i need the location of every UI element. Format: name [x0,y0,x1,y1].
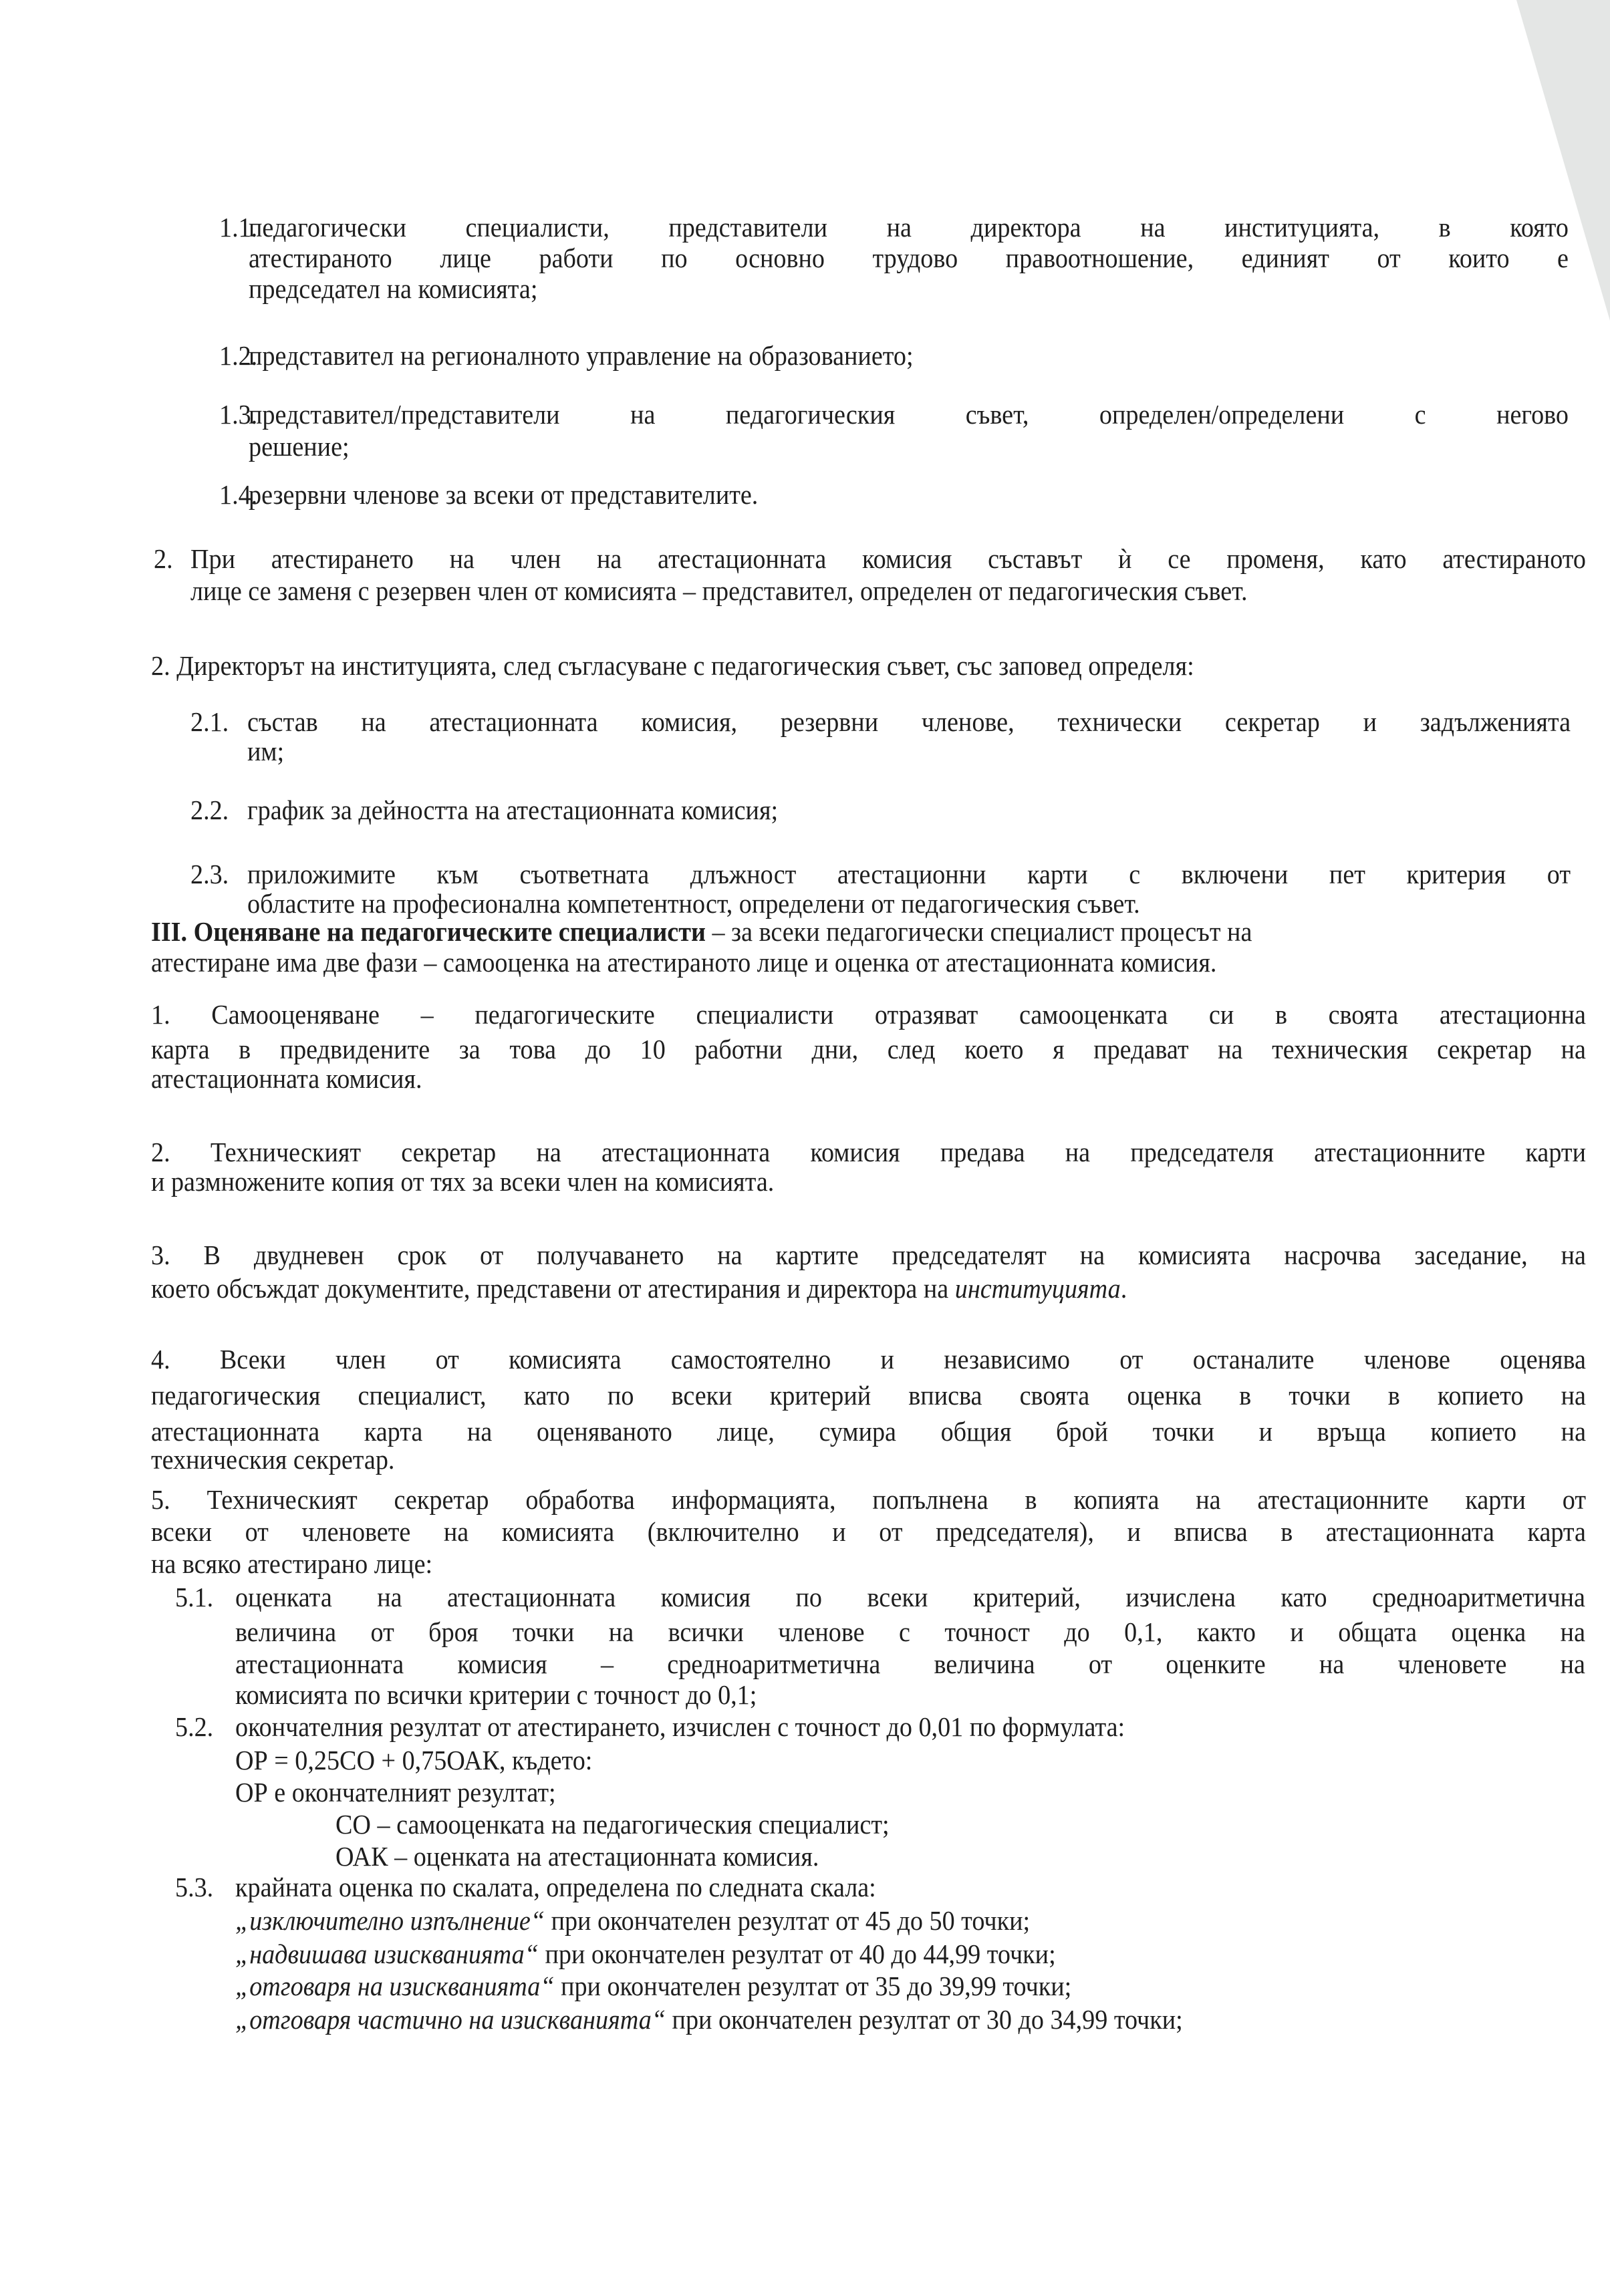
item-number: 5.3. [175,1872,214,1902]
paragraph-2-line: и размножените копия от тях за всеки член на комисията. [151,1166,775,1197]
paragraph-4-line: атестационната карта на оценяваното лице, сумира общия брой точки и връща копието на [151,1416,1586,1447]
section-3-heading-rest: – за всеки педагогически специалист процесът на [705,916,1252,947]
item-5-1-line: оценката на атестационната комисия по всеки критерий, изчислена като средноаритметична [235,1582,1585,1612]
item-2a-line: При атестирането на член на атестационната комисия съставът ѝ се променя, като атестираното [190,543,1586,574]
scale-text: при окончателен резултат от 45 до 50 точки; [545,1905,1031,1936]
item-number: 1.3. [219,399,258,430]
item-2-3-line: приложимите към съответната длъжност атестационни карти с включени пет критерия от [247,859,1571,889]
scale-label: „надвишава изискванията“ [235,1939,539,1969]
paragraph-3-italic: институцията [954,1273,1121,1304]
item-2-2-line: график за дейността на атестационната комисия; [247,795,779,825]
item-5-3-line: крайната оценка по скалата, определена по следната скала: [235,1872,876,1902]
paragraph-3-end: . [1120,1273,1127,1304]
item-1-2-line: представител на регионалното управление на образованието; [249,340,914,371]
scale-text: при окончателен резултат от 40 до 44,99 точки; [538,1939,1056,1969]
item-2-1-line: състав на атестационната комисия, резервни членове, технически секретар и задълженията [247,706,1571,737]
paragraph-2-line: 2. Техническият секретар на атестационната комисия предава на председателя атестационните карти [151,1137,1586,1167]
paragraph-4-line: педагогическия специалист, като по всеки критерий вписва своята оценка в точки в копието на [151,1380,1586,1411]
paragraph-5-line: всеки от членовете на комисията (включително и от председателя), и вписва в атестационната карта [151,1516,1586,1547]
item-2-1-line: им; [247,736,285,766]
paragraph-4-line: техническия секретар. [151,1444,395,1475]
item-number: 2.1. [190,706,229,737]
item-1-3-line: решение; [249,431,350,462]
section-3-heading-line [151,915,1252,948]
scale-label: „отговаря частично на изискванията“ [235,2004,666,2035]
item-number: 2.3. [190,859,229,889]
item-1-1-line: атестираното лице работи по основно трудово правоотношение, единият от които е [249,243,1569,273]
item-number: 1.1. [219,212,258,243]
item-number: 1.2. [219,340,258,371]
scale-item [235,2003,1183,2035]
scale-label: „изключително изпълнение“ [235,1905,545,1936]
paragraph-5-line: 5. Техническият секретар обработва информацията, попълнена в копията на атестационните карти от [151,1484,1586,1515]
scale-text: при окончателен резултат от 35 до 39,99 точки; [554,1971,1072,2001]
paragraph-3-text: което обсъждат документите, представени от атестирания и директора на [151,1273,955,1304]
scale-text: при окончателен резултат от 30 до 34,99 точки; [666,2004,1183,2035]
item-number: 2.2. [190,795,229,825]
item-2a-line: лице се заменя с резервен член от комисията – представител, определен от педагогическия съвет. [190,575,1248,606]
item-2-3-line: областите на професионална компетентност, определени от педагогическия съвет. [247,888,1140,919]
item-number: 5.2. [175,1711,214,1742]
scale-item [235,1938,1056,1970]
section-3-heading: III. Оценяване на педагогическите специалисти [151,916,706,947]
scale-item [235,1904,1030,1936]
item-5-1-line: атестационната комисия – средноаритметична величина от оценките на членовете на [235,1648,1585,1679]
paragraph-1-line: атестационната комисия. [151,1063,422,1094]
paragraph-1-line: 1. Самооценяване – педагогическите специалисти отразяват самооценката си в своята атестационна [151,999,1586,1030]
section-3-line: атестиране има две фази – самооценка на атестираното лице и оценка от атестационната комисия. [151,947,1217,978]
director-paragraph: 2. Директорът на институцията, след съгласуване с педагогическия съвет, със заповед определя: [151,650,1194,681]
definition-co: СО – самооценката на педагогическия специалист; [336,1809,890,1840]
scale-item [235,1970,1071,2002]
definition-oak: ОАК – оценката на атестационната комисия. [336,1841,819,1872]
paragraph-1-line: карта в предвидените за това до 10 работни дни, след което я предават на техническия секретар на [151,1034,1586,1064]
definition-or: ОР е окончателният резултат; [235,1777,556,1808]
paragraph-3-line [151,1272,1127,1304]
item-5-2-line: окончателния резултат от атестирането, изчислен с точност до 0,01 по формулата: [235,1711,1125,1742]
item-1-4-line: резервни членове за всеки от представителите. [249,479,759,510]
item-number: 5.1. [175,1582,214,1612]
item-1-1-line: педагогически специалисти, представители на директора на институцията, в която [249,212,1569,243]
scale-label: „отговаря на изискванията“ [235,1971,555,2001]
formula: ОР = 0,25СО + 0,75ОАК, където: [235,1745,593,1775]
item-number: 1.4. [219,479,258,510]
paragraph-3-line: 3. В двудневен срок от получаването на картите председателят на комисията насрочва заседание, на [151,1240,1586,1270]
paragraph-4-line: 4. Всеки член от комисията самостоятелно и независимо от останалите членове оценява [151,1344,1586,1375]
item-1-1-line: председател на комисията; [249,273,538,304]
item-1-3-line: представител/представители на педагогическия съвет, определен/определени с негово [249,399,1569,430]
paragraph-5-line: на всяко атестирано лице: [151,1548,433,1579]
item-number: 2. [154,543,173,574]
item-5-1-line: величина от броя точки на всички членове с точност до 0,1, както и общата оценка на [235,1616,1585,1647]
item-5-1-line: комисията по всички критерии с точност до 0,1; [235,1679,757,1710]
